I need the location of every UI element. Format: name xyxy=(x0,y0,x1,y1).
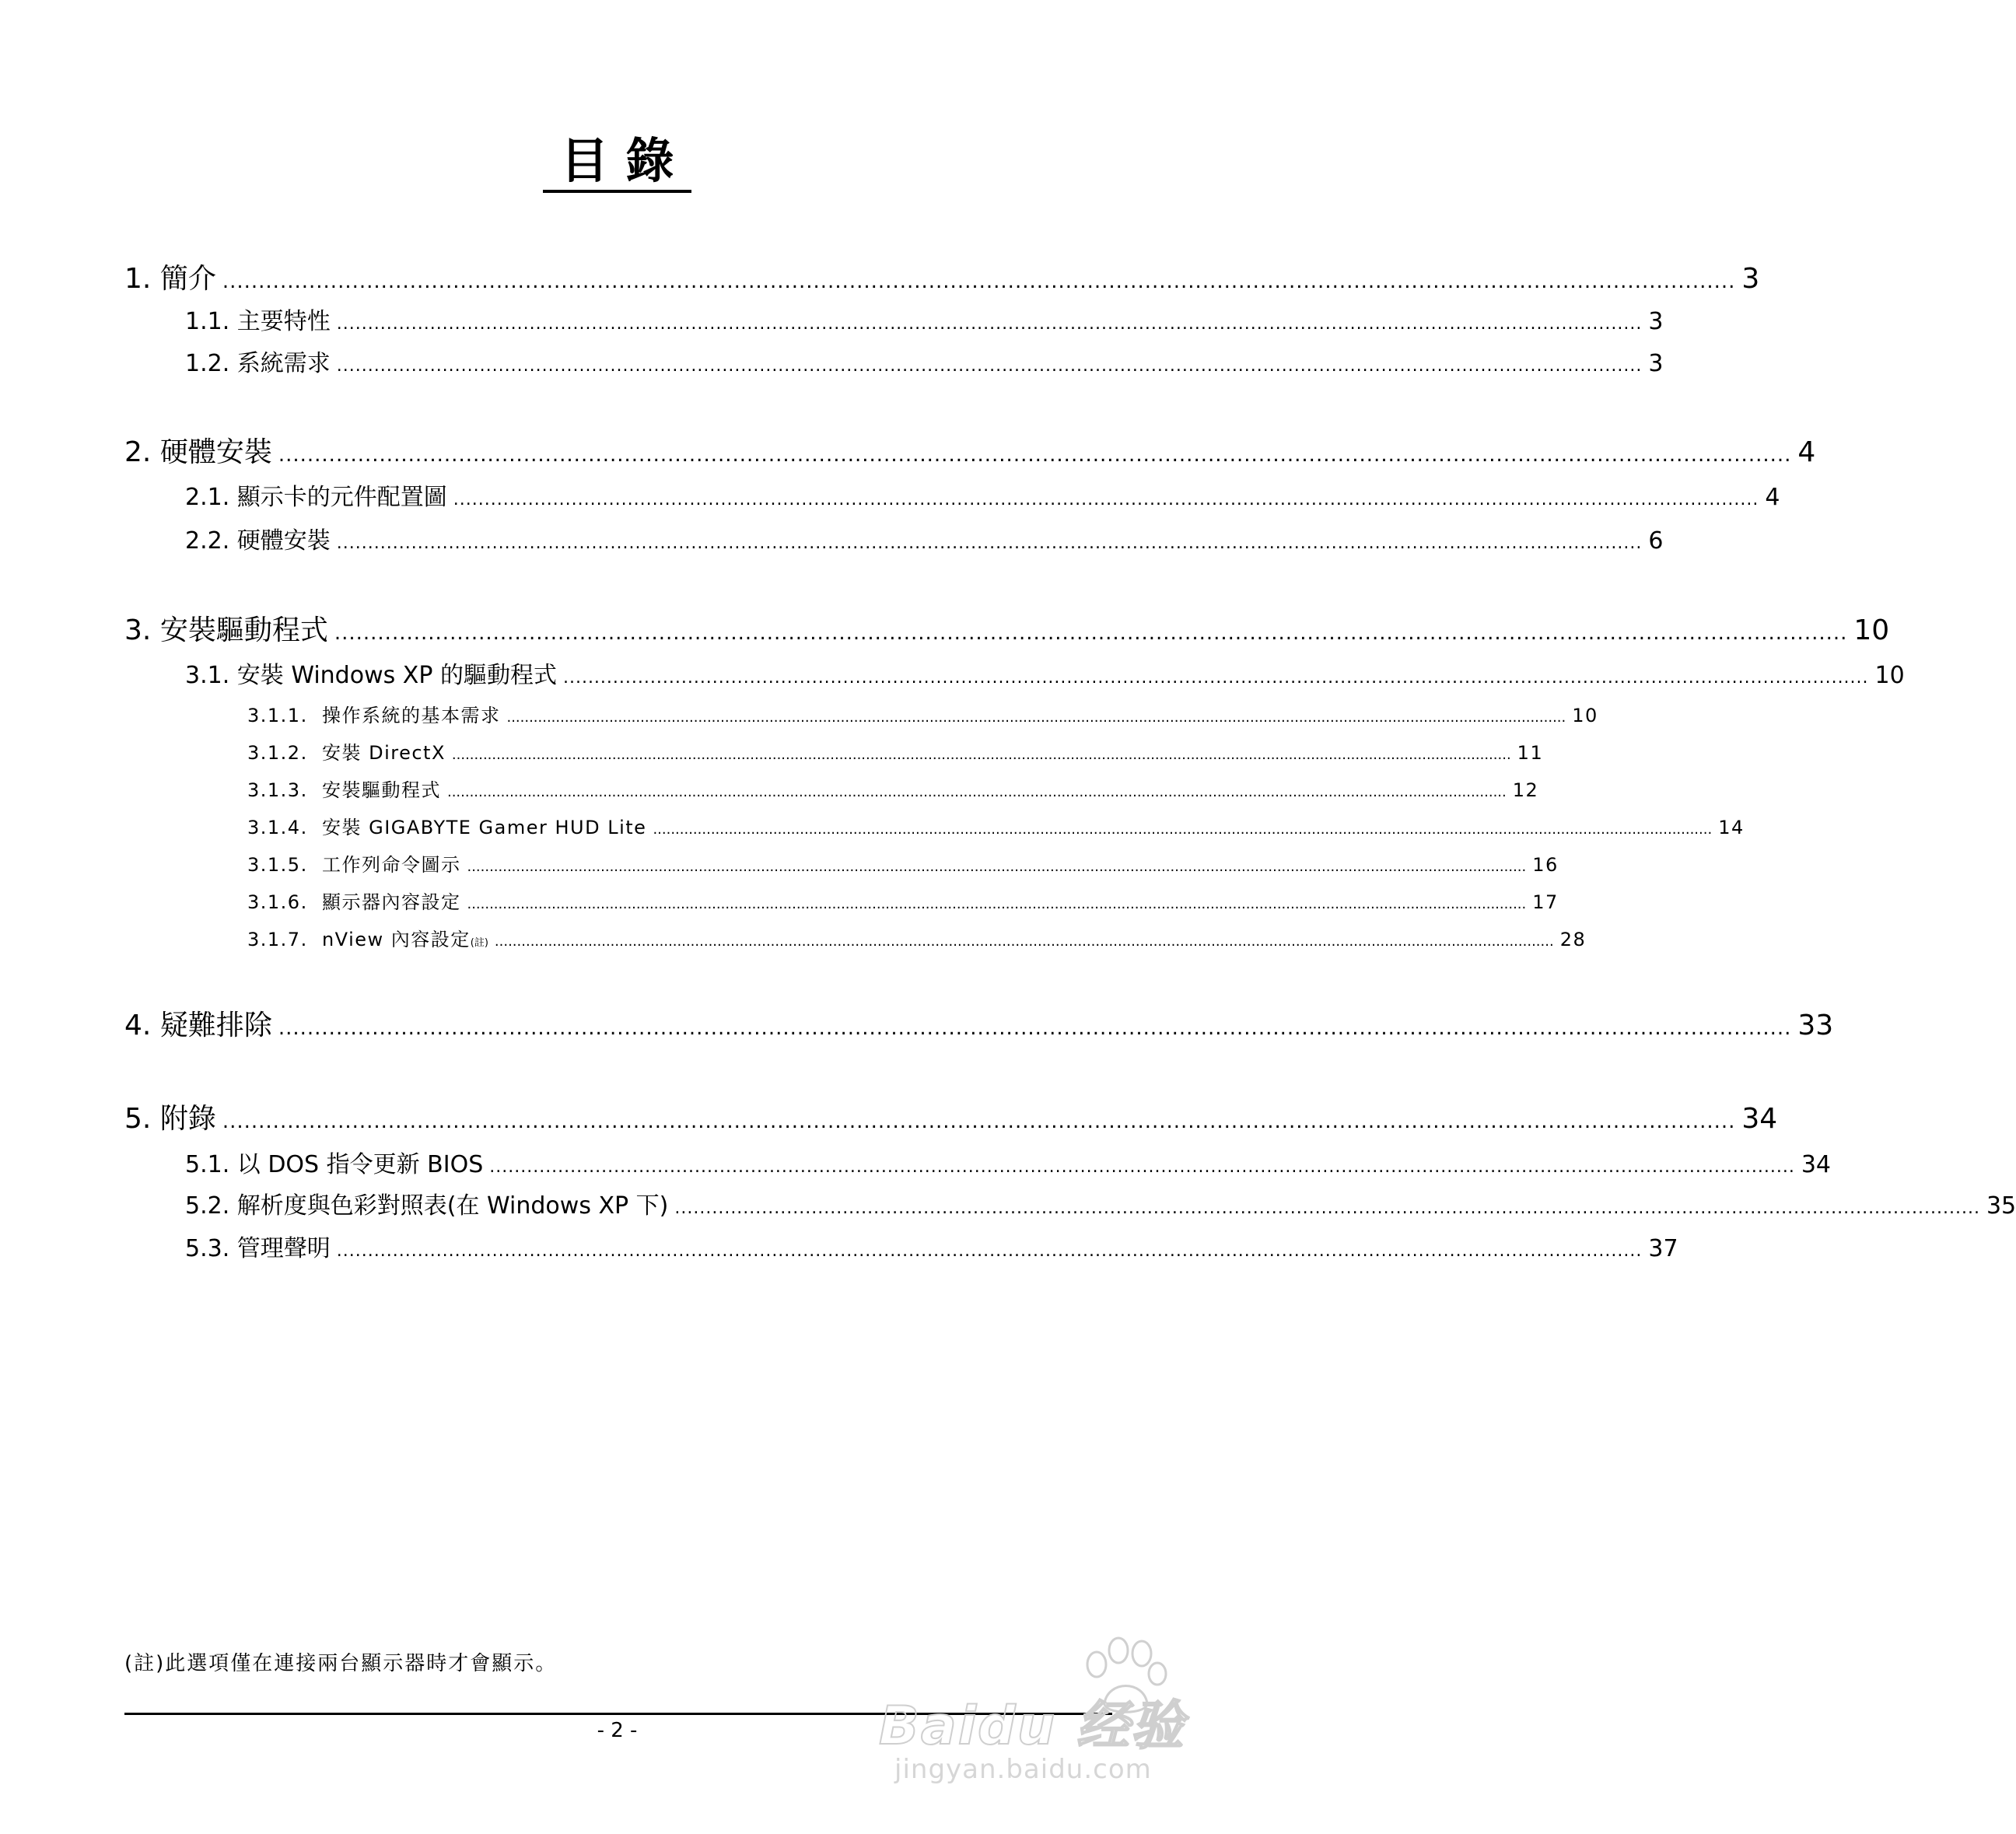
toc-number: 3.1.7. xyxy=(247,929,308,950)
toc-page: 14 xyxy=(1718,817,1745,838)
toc-entry-3-1-3 xyxy=(247,775,1539,802)
toc-entry-5-3 xyxy=(185,1229,1678,1263)
toc-entry-3-1-5 xyxy=(247,849,1559,877)
toc-entry-2-2 xyxy=(185,521,1664,555)
baidu-watermark xyxy=(871,1637,1213,1804)
page-title: 目錄 xyxy=(0,132,1234,193)
toc-number: 4. xyxy=(124,1010,152,1041)
toc-entry-4 xyxy=(124,1003,1834,1043)
toc-entry-3-1-6 xyxy=(247,887,1559,914)
toc-entry-3-1 xyxy=(185,656,1905,690)
dot-leader: .................................................................................................................................................................................................................. xyxy=(222,1110,1736,1133)
toc-page: 4 xyxy=(1765,484,1780,511)
toc-page: 3 xyxy=(1648,350,1664,377)
toc-page: 35 xyxy=(1986,1192,2016,1220)
toc-number: 3.1.5. xyxy=(247,854,308,876)
toc-number: 5.2. xyxy=(185,1192,230,1220)
toc-page: 33 xyxy=(1797,1010,1834,1041)
dot-leader: .............................................................................................................................................................................................................................................. xyxy=(451,747,1511,763)
toc-text: 主要特性 xyxy=(236,308,331,335)
toc-text: 安裝 GIGABYTE Gamer HUD Lite xyxy=(321,817,647,838)
toc-text: 簡介 xyxy=(159,263,216,295)
toc-number: 3.1.1. xyxy=(247,705,308,726)
toc-entry-3-1-2 xyxy=(247,737,1544,765)
toc-page: 16 xyxy=(1532,854,1559,876)
toc-text: 系統需求 xyxy=(236,350,331,377)
dot-leader: .............................................................................................................................................................................................................................................. xyxy=(653,821,1713,838)
toc-text: 安裝 Windows XP 的驅動程式 xyxy=(236,662,557,689)
toc-entry-1 xyxy=(124,257,1760,296)
toc-text: 疑難排除 xyxy=(159,1010,272,1041)
footnote: (註)此選項僅在連接兩台顯示器時才會顯示。 xyxy=(124,1652,558,1675)
dot-leader: .................................................................................................................................................................................................................. xyxy=(336,356,1643,376)
toc-page: 4 xyxy=(1797,436,1816,468)
watermark-brand: Baidu 经验 xyxy=(879,1696,1185,1757)
dot-leader: .............................................................................................................................................................................................................................................. xyxy=(467,896,1527,912)
dot-leader: .................................................................................................................................................................................................................. xyxy=(489,1157,1795,1177)
dot-leader: .............................................................................................................................................................................................................................................. xyxy=(494,933,1554,950)
dot-leader: .................................................................................................................................................................................................................. xyxy=(336,1241,1643,1261)
dot-leader: .................................................................................................................................................................................................................. xyxy=(222,270,1736,293)
dot-leader: .................................................................................................................................................................................................................. xyxy=(278,443,1792,467)
toc-number: 5. xyxy=(124,1103,152,1135)
toc-page: 6 xyxy=(1648,527,1664,555)
toc-number: 3.1.6. xyxy=(247,891,308,913)
toc-entry-1-1 xyxy=(185,302,1664,336)
toc-text: 顯示卡的元件配置圖 xyxy=(236,484,447,511)
watermark-url: jingyan.baidu.com xyxy=(894,1754,1152,1785)
toc-page: 34 xyxy=(1741,1103,1778,1135)
toc-number: 1.2. xyxy=(185,350,230,377)
toc-number: 5.1. xyxy=(185,1151,230,1178)
toc-text: 操作系統的基本需求 xyxy=(321,705,501,726)
toc-text: 硬體安裝 xyxy=(159,436,272,468)
toc-number: 3.1.3. xyxy=(247,779,308,801)
dot-leader: .............................................................................................................................................................................................................................................. xyxy=(506,709,1566,726)
toc-number: 2.2. xyxy=(185,527,230,555)
toc-text: 附錄 xyxy=(159,1103,216,1135)
toc-page: 37 xyxy=(1648,1235,1678,1262)
toc-number: 3.1.2. xyxy=(247,742,308,764)
toc-text: 解析度與色彩對照表(在 Windows XP 下) xyxy=(236,1192,669,1220)
toc-text: 安裝驅動程式 xyxy=(321,779,441,801)
toc-entry-5-2 xyxy=(185,1186,2016,1220)
toc-entry-3-1-4 xyxy=(247,812,1745,839)
toc-page: 11 xyxy=(1517,742,1544,764)
toc-number: 1.1. xyxy=(185,308,230,335)
toc-entry-2 xyxy=(124,430,1816,470)
toc-entry-5 xyxy=(124,1097,1778,1136)
toc-number: 3.1.4. xyxy=(247,817,308,838)
toc-text: 工作列命令圖示 xyxy=(321,854,461,876)
toc-number: 2. xyxy=(124,436,152,468)
toc-text: 管理聲明 xyxy=(236,1235,331,1262)
toc-page: 17 xyxy=(1532,891,1559,913)
toc-entry-3-1-1 xyxy=(247,700,1598,727)
toc-text: 硬體安裝 xyxy=(236,527,331,555)
toc-page: 28 xyxy=(1559,929,1587,950)
dot-leader: .............................................................................................................................................................................................................................................. xyxy=(467,859,1527,875)
dot-leader: .................................................................................................................................................................................................................. xyxy=(334,621,1848,645)
toc-text: nView 內容設定 xyxy=(321,929,471,950)
dot-leader: .................................................................................................................................................................................................................. xyxy=(336,534,1643,553)
page-number: - 2 - xyxy=(597,1719,638,1742)
toc-text: 以 DOS 指令更新 BIOS xyxy=(236,1151,484,1178)
toc-entry-5-1 xyxy=(185,1145,1832,1179)
dot-leader: .................................................................................................................................................................................................................. xyxy=(278,1017,1792,1040)
toc-page: 3 xyxy=(1741,263,1760,295)
toc-page: 10 xyxy=(1853,614,1890,646)
toc-entry-3-1-7 xyxy=(247,924,1587,951)
toc-number: 5.3. xyxy=(185,1235,230,1262)
toc-number: 2.1. xyxy=(185,484,230,511)
toc-text: 顯示器內容設定 xyxy=(321,891,461,913)
dot-leader: .................................................................................................................................................................................................................. xyxy=(336,314,1643,334)
toc-entry-1-2 xyxy=(185,344,1664,378)
toc-page: 34 xyxy=(1801,1151,1832,1178)
toc-number: 1. xyxy=(124,263,152,295)
toc-text: 安裝 DirectX xyxy=(321,742,446,764)
dot-leader: .................................................................................................................................................................................................................. xyxy=(453,490,1759,509)
dot-leader: .................................................................................................................................................................................................................. xyxy=(674,1199,1980,1218)
toc-entry-3 xyxy=(124,608,1890,648)
note-marker: (註) xyxy=(470,937,488,949)
toc-text: 安裝驅動程式 xyxy=(159,614,328,646)
toc-entry-2-1 xyxy=(185,478,1780,512)
toc-page: 3 xyxy=(1648,308,1664,335)
toc-page: 10 xyxy=(1874,662,1905,689)
dot-leader: .............................................................................................................................................................................................................................................. xyxy=(446,784,1507,800)
dot-leader: .................................................................................................................................................................................................................. xyxy=(562,668,1869,688)
toc-number: 3.1. xyxy=(185,662,230,689)
toc-number: 3. xyxy=(124,614,152,646)
toc-page: 12 xyxy=(1512,779,1539,801)
toc-page: 10 xyxy=(1572,705,1598,726)
